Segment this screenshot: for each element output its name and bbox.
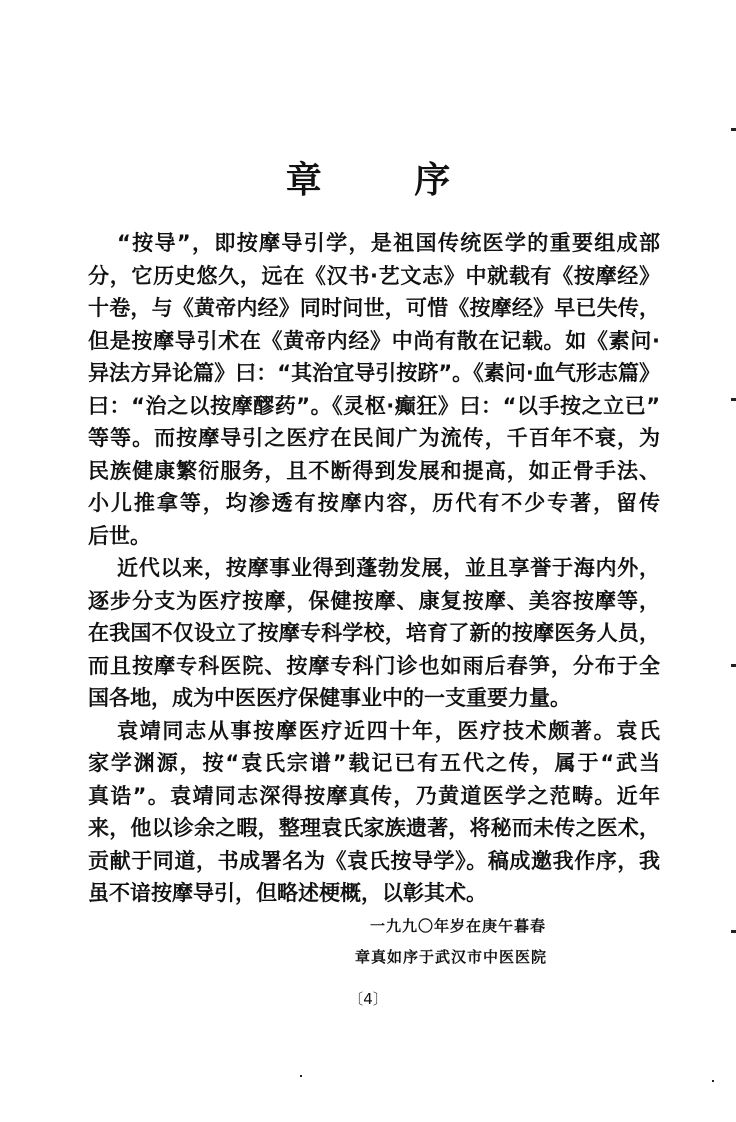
scan-mark bbox=[731, 930, 736, 933]
paragraph-line: 分，它历史悠久，远在《汉书·艺文志》中就载有《按摩经》 bbox=[88, 263, 660, 288]
signature-author: 章真如序于武汉市中医医院 bbox=[355, 948, 548, 966]
scan-mark bbox=[731, 664, 736, 667]
scan-dot bbox=[300, 1075, 302, 1077]
scan-mark bbox=[731, 128, 736, 131]
page-number: 〔4〕 bbox=[348, 990, 388, 1008]
paragraph-line: 异法方异论篇》曰：“其治宜导引按跻”。《素问·血气形志篇》 bbox=[88, 361, 660, 385]
paragraph-line: 曰：“治之以按摩醪药”。《灵枢·癫狂》曰：“以手按之立已” bbox=[88, 393, 660, 418]
paragraph-line: 来，他以诊余之暇，整理袁氏家族遗著，将秘而未传之医术， bbox=[88, 816, 660, 840]
paragraph-line: 袁靖同志从事按摩医疗近四十年，医疗技术颇著。袁氏 bbox=[117, 718, 660, 743]
paragraph-line: 民族健康繁衍服务，且不断得到发展和提高，如正骨手法、 bbox=[88, 458, 660, 483]
paragraph-line: 国各地，成为中医医疗保健事业中的一支重要力量。 bbox=[88, 686, 571, 710]
paragraph-line: “按导”，即按摩导引学，是祖国传统医学的重要组成部 bbox=[117, 231, 660, 255]
paragraph-line: 贡献于同道，书成署名为《袁氏按导学》。稿成邀我作序，我 bbox=[88, 848, 660, 873]
paragraph-line: 十卷，与《黄帝内经》同时问世，可惜《按摩经》早已失传， bbox=[88, 296, 660, 320]
paragraph-line: 在我国不仅设立了按摩专科学校，培育了新的按摩医务人员， bbox=[88, 621, 660, 645]
paragraph-line: 虽不谙按摩导引，但略述梗概，以彰其术。 bbox=[88, 881, 487, 905]
page-title: 章 序 bbox=[285, 160, 491, 201]
paragraph-line: 家学渊源，按“袁氏宗谱”载记已有五代之传，属于“武当 bbox=[88, 751, 660, 775]
scan-dot bbox=[712, 1080, 714, 1082]
paragraph-line: 逐步分支为医疗按摩，保健按摩、康复按摩、美容按摩等， bbox=[88, 588, 660, 613]
paragraph-line: 而且按摩专科医院、按摩专科门诊也如雨后春笋，分布于全 bbox=[88, 653, 660, 678]
paragraph-line: 小儿推拿等，均渗透有按摩内容，历代有不少专著，留传 bbox=[88, 491, 660, 515]
signature-date: 一九九〇年岁在庚午暮春 bbox=[370, 917, 547, 935]
paragraph-line: 真诰”。袁靖同志深得按摩真传，乃黄道医学之范畴。近年 bbox=[88, 783, 660, 808]
paragraph-line: 等等。而按摩导引之医疗在民间广为流传，千百年不衰，为 bbox=[88, 426, 660, 450]
paragraph-line: 后世。 bbox=[88, 523, 151, 548]
paragraph-line: 近代以来，按摩事业得到蓬勃发展，並且享誉于海内外， bbox=[117, 556, 660, 580]
paragraph-line: 但是按摩导引术在《黄帝内经》中尚有散在记载。如《素问· bbox=[88, 328, 660, 353]
scan-mark bbox=[731, 398, 736, 401]
